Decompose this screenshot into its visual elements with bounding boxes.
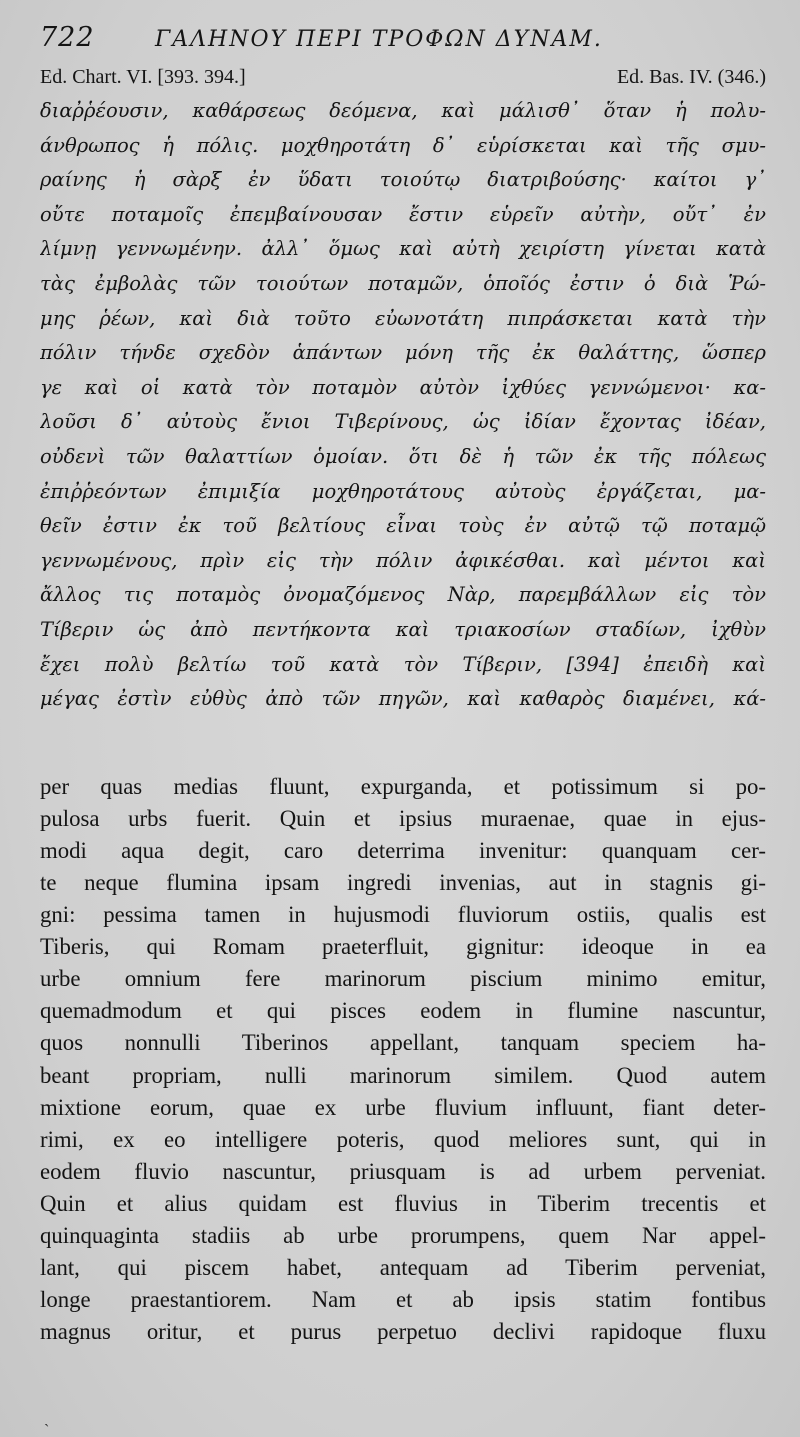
greek-line: θεῖν ἐστιν ἐκ τοῦ βελτίους εἶναι τοὺς ἐν αὐτῷ τῷ ποταμῷ	[40, 514, 766, 538]
latin-line: urbe omnium fere marinorum piscium minimo emitur,	[40, 966, 766, 992]
greek-line: διαῤῥέουσιν, καθάρσεως δεόμενα, καὶ μάλισθ᾽ ὅταν ἡ πολυ-	[40, 99, 766, 122]
running-title: ΓΑΛΗΝΟΥ ΠΕΡΙ ΤΡΟΦΩΝ ΔΥΝΑΜ.	[155, 27, 603, 52]
edition-basel-reference: Ed. Bas. IV. (346.)	[616, 66, 766, 88]
latin-line: magnus oritur, et purus perpetuo declivi rapidoque fluxu	[40, 1319, 766, 1345]
latin-line: beant propriam, nulli marinorum similem. Quod autem	[40, 1062, 766, 1088]
latin-line: modi aqua degit, caro deterrima invenitur: quanquam cer-	[40, 837, 766, 863]
greek-line: λίμνῃ γεννωμένην. ἀλλ᾽ ὅμως καὶ αὐτὴ χειρίστη γίνεται κατὰ	[40, 237, 766, 261]
greek-line: ἄλλος τις ποταμὸς ὀνομαζόμενος Νὰρ, παρεμβάλλων εἰς τὸν	[40, 583, 766, 607]
latin-line: longe praestantiorem. Nam et ab ipsis statim fontibus	[40, 1287, 766, 1313]
greek-line: γεννωμένους, πρὶν εἰς τὴν πόλιν ἀφικέσθαι. καὶ μέντοι καὶ	[40, 548, 766, 572]
edition-chartier-reference: Ed. Chart. VI. [393. 394.]	[40, 66, 246, 88]
page-number: 722	[40, 22, 95, 53]
greek-line: Τίβεριν ὡς ἀπὸ πεντήκοντα καὶ τριακοσίων σταδίων, ἰχθὺν	[40, 617, 766, 641]
greek-line: τὰς ἐμβολὰς τῶν τοιούτων ποταμῶν, ὁποῖός ἐστιν ὁ διὰ Ῥώ-	[40, 271, 766, 295]
greek-line: πόλιν τήνδε σχεδὸν ἁπάντων μόνη τῆς ἐκ θαλάττης, ὥσπερ	[40, 341, 766, 365]
latin-line: quos nonnulli Tiberinos appellant, tanquam speciem ha-	[40, 1030, 766, 1056]
greek-line: γε καὶ οἱ κατὰ τὸν ποταμὸν αὐτὸν ἰχθύες γεννώμενοι· κα-	[40, 375, 766, 399]
latin-line: rimi, ex eo intelligere poteris, quod meliores sunt, qui in	[40, 1126, 766, 1152]
greek-text-block	[40, 94, 766, 717]
latin-line: gni: pessima tamen in hujusmodi fluviorum ostiis, qualis est	[40, 902, 766, 928]
latin-line: Tiberis, qui Romam praeterfluit, gignitur: ideoque in ea	[40, 934, 766, 960]
greek-line: οὔτε ποταμοῖς ἐπεμβαίνουσαν ἔστιν εὑρεῖν αὐτὴν, οὔτ᾽ ἐν	[40, 202, 766, 226]
greek-line: άνθρωπος ἡ πόλις. μοχθηροτάτη δ᾽ εὑρίσκεται καὶ τῆς σμυ-	[40, 133, 766, 157]
greek-line: μης ῥέων, καὶ διὰ τοῦτο εὐωνοτάτη πιπράσκεται κατὰ τὴν	[40, 306, 766, 330]
greek-line: οὐδενὶ τῶν θαλαττίων ὁμοίαν. ὅτι δὲ ἡ τῶν ἐκ τῆς πόλεως	[40, 444, 766, 468]
latin-line: per quas medias fluunt, expurganda, et potissimum si po-	[40, 773, 766, 799]
page-edge-mark: ˎ	[44, 1410, 50, 1427]
latin-line: Quin et alius quidam est fluvius in Tiberim trecentis et	[40, 1190, 766, 1216]
greek-line: λοῦσι δ᾽ αὐτοὺς ἔνιοι Τιβερίνους, ὡς ἰδίαν ἔχοντας ἰδέαν,	[40, 410, 766, 434]
latin-line: quinquaginta stadiis ab urbe prorumpens, quem Nar appel-	[40, 1223, 766, 1248]
edition-reference-line	[40, 66, 766, 94]
latin-text-block	[40, 771, 766, 1349]
running-head	[40, 22, 766, 66]
latin-line: pulosa urbs fuerit. Quin et ipsius muraenae, quae in ejus-	[40, 805, 766, 831]
latin-line: mixtione eorum, quae ex urbe fluvium influunt, fiant deter-	[40, 1094, 766, 1120]
greek-line: ἔχει πολὺ βελτίω τοῦ κατὰ τὸν Τίβεριν, [394] ἐπειδὴ καὶ	[40, 652, 766, 676]
greek-line: μέγας ἐστὶν εὐθὺς ἀπὸ τῶν πηγῶν, καὶ καθαρὸς διαμένει, κά-	[40, 687, 766, 711]
greek-line: ἐπιῤῥεόντων ἐπιμιξία μοχθηροτάτους αὐτοὺς ἐργάζεται, μα-	[40, 479, 766, 503]
latin-line: eodem fluvio nascuntur, priusquam is ad urbem perveniat.	[40, 1158, 766, 1184]
latin-line: lant, qui piscem habet, antequam ad Tiberim perveniat,	[40, 1255, 766, 1281]
greek-line: ραίνης ἡ σὰρξ ἐν ὕδατι τοιούτῳ διατριβούσης· καίτοι γ᾽	[40, 168, 766, 192]
latin-line: quemadmodum et qui pisces eodem in flumine nascuntur,	[40, 998, 766, 1024]
latin-line: te neque flumina ipsam ingredi invenias, aut in stagnis gi-	[40, 869, 766, 895]
